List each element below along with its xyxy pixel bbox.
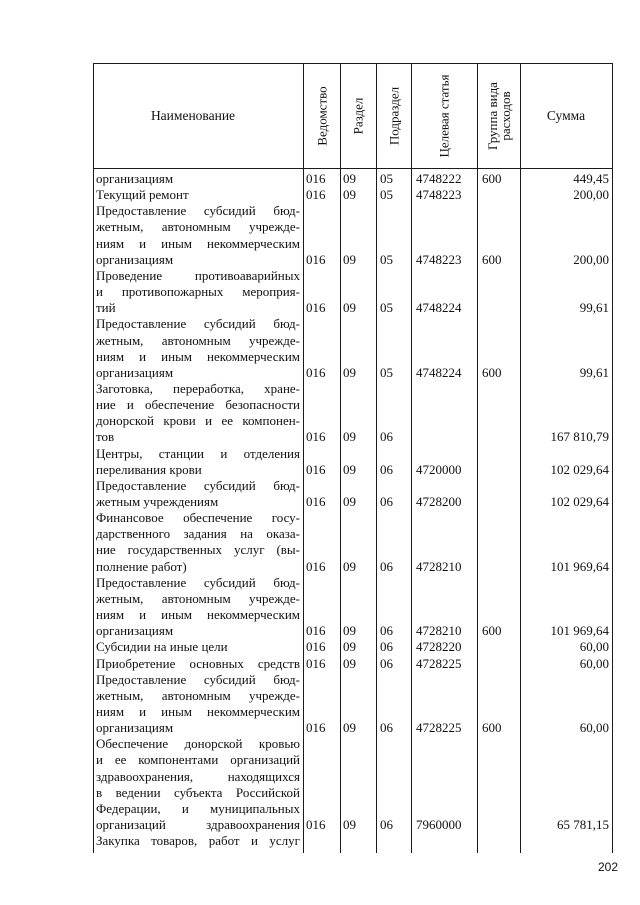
cell-razdel: 09 xyxy=(343,817,356,832)
name-line: полнение работ) xyxy=(96,558,187,574)
col-divider-ved xyxy=(303,63,304,853)
name-line: Закупка товаров, работ и услуг xyxy=(96,833,300,849)
col-divider-sum xyxy=(520,63,521,853)
name-line: Субсидии на иные цели xyxy=(96,639,228,655)
name-line: жетным, автономным учрежде- xyxy=(96,687,300,703)
cell-sum: 60,00 xyxy=(579,639,609,655)
cell-cst: 4728210 xyxy=(416,623,462,639)
name-line: ниям и иным некоммерческим xyxy=(96,607,300,623)
cell-razdel: 09 xyxy=(343,461,356,477)
cell-cst: 4720000 xyxy=(416,461,462,477)
name-line: Заготовка, переработка, хране- xyxy=(96,380,300,396)
cell-sum: 101 969,64 xyxy=(550,558,609,574)
name-line: организациям xyxy=(96,364,174,380)
name-line: жетным, автономным учрежде- xyxy=(96,590,300,606)
header-podrazdel: Подраздел xyxy=(386,86,401,145)
cell-razdel: 09 xyxy=(343,300,356,316)
col-divider-podrazdel xyxy=(376,63,377,853)
name-line: Федерации, и муниципальных xyxy=(96,800,300,816)
col-divider-razdel xyxy=(340,63,341,853)
name-line: здравоохранения, находящихся xyxy=(96,768,300,784)
cell-podrazdel: 06 xyxy=(380,558,393,574)
name-line: переливания крови xyxy=(96,461,202,477)
cell-cst: 4728225 xyxy=(416,720,462,736)
cell-sum: 200,00 xyxy=(573,187,609,203)
cell-sum: 99,61 xyxy=(579,364,609,380)
header-ved-cell xyxy=(303,63,340,168)
cell-ved: 016 xyxy=(306,429,326,445)
cell-cst: 4748224 xyxy=(416,364,462,380)
name-line: жетным, автономным учрежде- xyxy=(96,219,300,235)
cell-sum: 60,00 xyxy=(579,720,609,736)
name-line: ниям и иным некоммерческим xyxy=(96,348,300,364)
cell-vr: 600 xyxy=(482,364,502,380)
cell-ved: 016 xyxy=(306,655,326,671)
name-line: Предоставление субсидий бюд- xyxy=(96,203,300,219)
cell-cst: 7960000 xyxy=(416,817,462,832)
cell-podrazdel: 06 xyxy=(380,817,393,832)
name-line: тов xyxy=(96,429,115,445)
cell-ved: 016 xyxy=(306,171,326,186)
name-line: организациям xyxy=(96,171,174,186)
cell-sum: 60,00 xyxy=(579,655,609,671)
header-ved: Ведомство xyxy=(314,85,329,146)
header-name: Наименование xyxy=(150,108,236,123)
cell-sum: 449,45 xyxy=(573,171,609,186)
name-line: ниям и иным некоммерческим xyxy=(96,235,300,251)
name-line: и противопожарных мероприя- xyxy=(96,284,300,300)
header-vr: Группа вида расходов xyxy=(484,81,513,150)
table-left-border xyxy=(93,63,94,853)
cell-ved: 016 xyxy=(306,364,326,380)
cell-sum: 101 969,64 xyxy=(550,623,609,639)
name-line: тий xyxy=(96,300,116,316)
cell-cst: 4748222 xyxy=(416,171,462,186)
name-line: ниям и иным некоммерческим xyxy=(96,703,300,719)
header-razdel: Раздел xyxy=(350,97,366,134)
page-number: 202 xyxy=(597,860,618,874)
col-divider-cst xyxy=(411,63,412,853)
cell-podrazdel: 06 xyxy=(380,494,393,509)
name-line: Предоставление субсидий бюд- xyxy=(96,671,300,687)
cell-cst: 4748224 xyxy=(416,300,462,316)
table-header-bottom-border xyxy=(93,168,612,169)
name-line: Обеспечение донорской кровью xyxy=(96,736,300,752)
name-line: Предоставление субсидий бюд- xyxy=(96,477,300,493)
name-line: жетным, автономным учрежде- xyxy=(96,332,300,348)
cell-sum: 102 029,64 xyxy=(550,494,609,509)
cell-vr: 600 xyxy=(482,251,502,267)
name-line: Центры, станции и отделения xyxy=(96,445,300,461)
name-line: ние и обеспечение безопасности xyxy=(96,397,300,413)
cell-razdel: 09 xyxy=(343,655,356,671)
cell-podrazdel: 06 xyxy=(380,655,393,671)
cell-razdel: 09 xyxy=(343,364,356,380)
cell-vr: 600 xyxy=(482,171,502,186)
cell-podrazdel: 06 xyxy=(380,720,393,736)
name-line: Текущий ремонт xyxy=(96,187,189,203)
cell-sum: 99,61 xyxy=(579,300,609,316)
col-divider-vr xyxy=(477,63,478,853)
header-cst-cell xyxy=(411,63,477,168)
cell-razdel: 09 xyxy=(343,187,356,203)
cell-podrazdel: 05 xyxy=(380,251,393,267)
cell-ved: 016 xyxy=(306,558,326,574)
name-line: донорской крови и ее компонен- xyxy=(96,413,300,429)
name-line: организациям xyxy=(96,720,174,736)
cell-ved: 016 xyxy=(306,720,326,736)
cell-cst: 4728210 xyxy=(416,558,462,574)
cell-podrazdel: 06 xyxy=(380,461,393,477)
cell-vr: 600 xyxy=(482,623,502,639)
cell-cst: 4748223 xyxy=(416,187,462,203)
name-line: и ее компонентами организаций xyxy=(96,752,300,768)
name-line: Предоставление субсидий бюд- xyxy=(96,316,300,332)
name-line: Финансовое обеспечение госу- xyxy=(96,510,300,526)
name-line: Предоставление субсидий бюд- xyxy=(96,574,300,590)
header-podrazdel-cell xyxy=(376,63,411,168)
name-line: Проведение противоаварийных xyxy=(96,267,300,283)
cell-sum: 65 781,15 xyxy=(557,817,609,832)
name-line: организаций здравоохранения xyxy=(96,817,300,832)
cell-ved: 016 xyxy=(306,461,326,477)
cell-cst: 4728200 xyxy=(416,494,462,509)
name-line: Приобретение основных средств xyxy=(96,655,300,671)
cell-razdel: 09 xyxy=(343,623,356,639)
cell-podrazdel: 05 xyxy=(380,364,393,380)
name-line: дарственного задания на оказа- xyxy=(96,526,300,542)
name-line: ние государственных услуг (вы- xyxy=(96,542,300,558)
cell-podrazdel: 05 xyxy=(380,187,393,203)
name-line: организациям xyxy=(96,251,174,267)
cell-sum: 167 810,79 xyxy=(550,429,609,445)
name-line: организациям xyxy=(96,623,174,639)
cell-podrazdel: 06 xyxy=(380,639,393,655)
cell-ved: 016 xyxy=(306,817,326,832)
name-line: в ведении субъекта Российской xyxy=(96,784,300,800)
cell-razdel: 09 xyxy=(343,494,356,509)
cell-razdel: 09 xyxy=(343,720,356,736)
cell-ved: 016 xyxy=(306,187,326,203)
cell-podrazdel: 05 xyxy=(380,171,393,186)
header-sum: Сумма xyxy=(546,108,586,123)
cell-ved: 016 xyxy=(306,639,326,655)
table-right-border xyxy=(612,63,613,853)
cell-ved: 016 xyxy=(306,300,326,316)
cell-cst: 4748223 xyxy=(416,251,462,267)
cell-razdel: 09 xyxy=(343,251,356,267)
cell-razdel: 09 xyxy=(343,171,356,186)
cell-sum: 102 029,64 xyxy=(550,461,609,477)
cell-vr: 600 xyxy=(482,720,502,736)
cell-razdel: 09 xyxy=(343,558,356,574)
cell-razdel: 09 xyxy=(343,429,356,445)
header-razdel-cell xyxy=(340,63,376,168)
cell-ved: 016 xyxy=(306,623,326,639)
cell-cst: 4728225 xyxy=(416,655,462,671)
header-vr-cell xyxy=(477,63,520,168)
cell-cst: 4728220 xyxy=(416,639,462,655)
cell-razdel: 09 xyxy=(343,639,356,655)
name-line: жетным учреждениям xyxy=(96,494,219,509)
cell-podrazdel: 06 xyxy=(380,623,393,639)
header-cst: Целевая статья xyxy=(436,73,452,158)
cell-ved: 016 xyxy=(306,494,326,509)
cell-ved: 016 xyxy=(306,251,326,267)
cell-podrazdel: 06 xyxy=(380,429,393,445)
cell-podrazdel: 05 xyxy=(380,300,393,316)
cell-sum: 200,00 xyxy=(573,251,609,267)
